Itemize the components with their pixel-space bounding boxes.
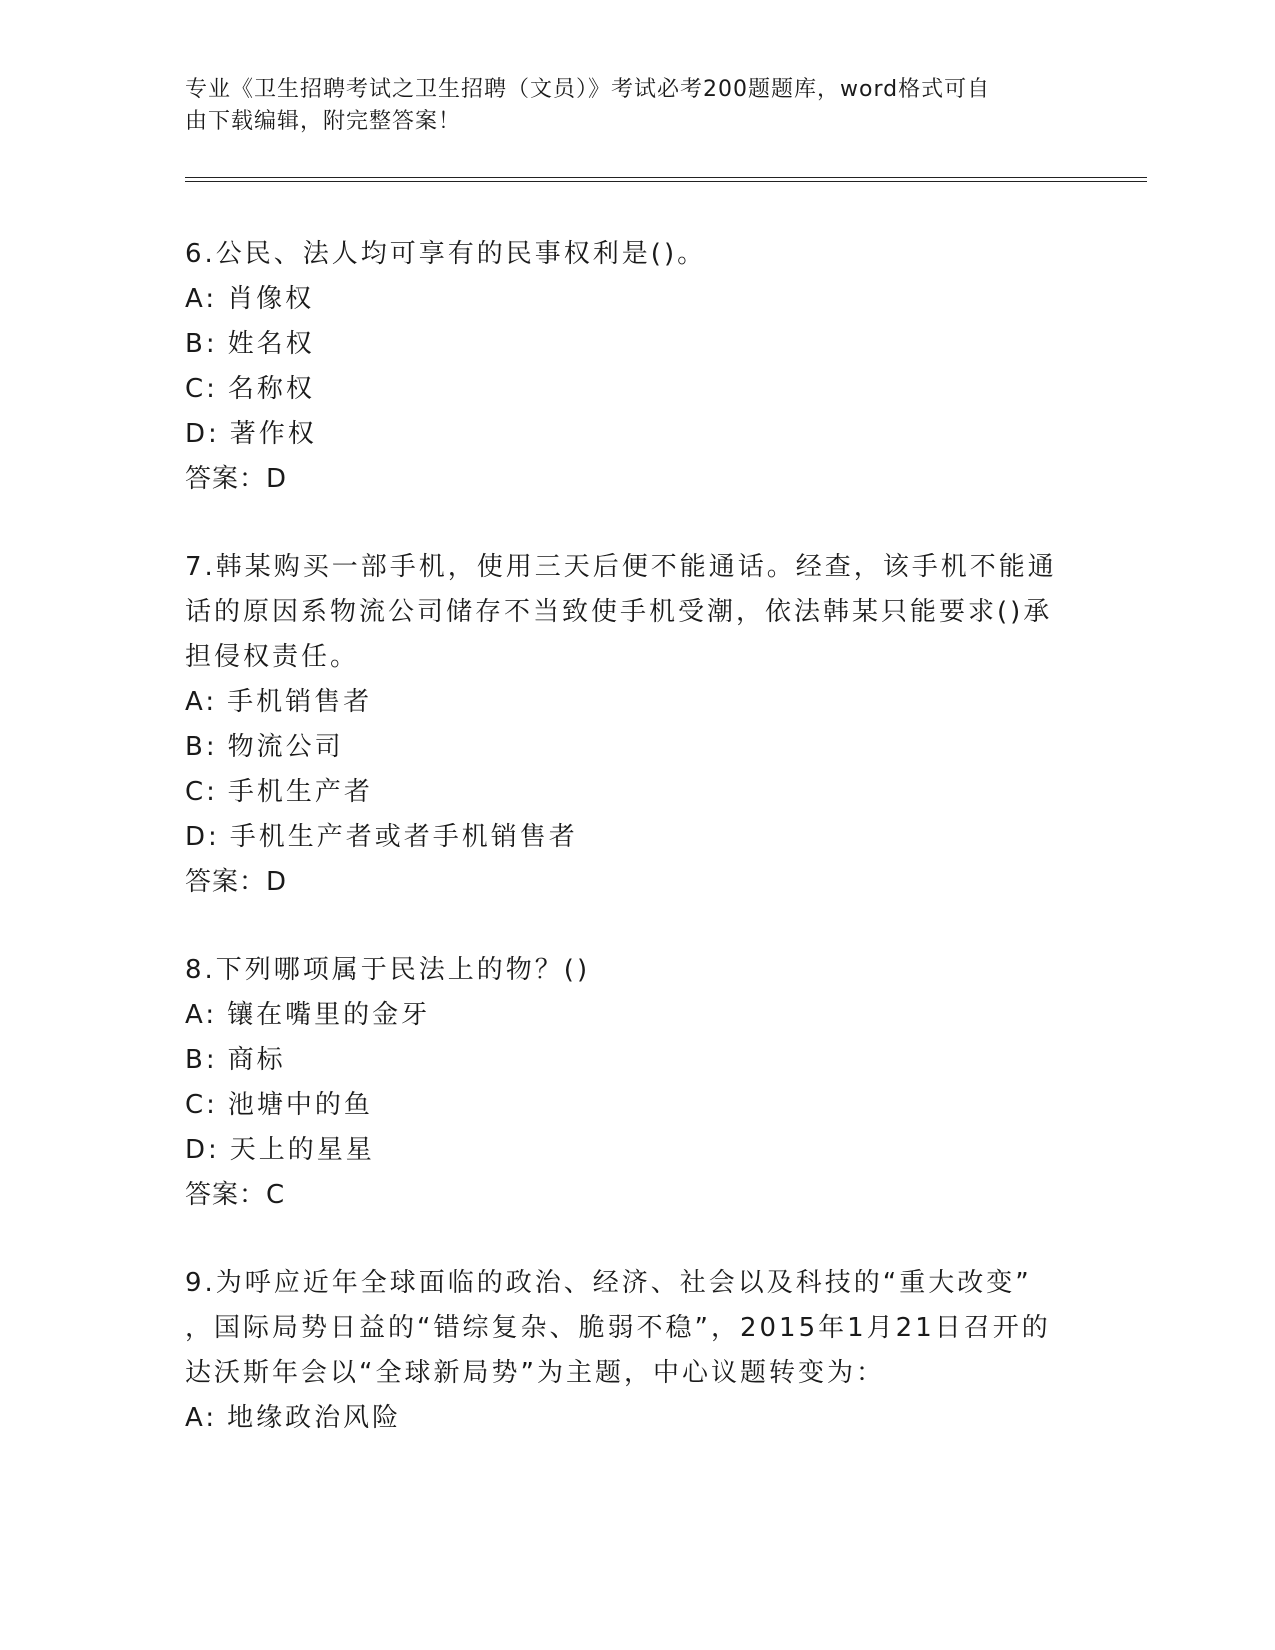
option-key: B: bbox=[185, 732, 218, 762]
question-8 bbox=[185, 948, 1085, 1218]
option-b bbox=[185, 322, 1085, 367]
question-text-line-2: ，国际局势日益的“错综复杂、脆弱不稳”，2015年1月21日召开的 bbox=[185, 1313, 1051, 1343]
option-key: C: bbox=[185, 777, 218, 807]
question-7 bbox=[185, 545, 1085, 905]
question-text-line-1: 7.韩某购买一部手机，使用三天后便不能通话。经查，该手机不能通 bbox=[185, 552, 1057, 582]
option-a bbox=[185, 277, 1085, 322]
option-b bbox=[185, 1038, 1085, 1083]
option-key: A: bbox=[185, 1000, 218, 1030]
option-c bbox=[185, 770, 1085, 815]
option-c bbox=[185, 367, 1085, 412]
question-text: 6.公民、法人均可享有的民事权利是()。 bbox=[185, 239, 707, 269]
option-key: D: bbox=[185, 822, 220, 852]
option-key: A: bbox=[185, 687, 218, 717]
question-9 bbox=[185, 1261, 1085, 1441]
option-key: A: bbox=[185, 284, 218, 314]
option-text: 名称权 bbox=[227, 374, 315, 404]
option-a bbox=[185, 1396, 1085, 1441]
header-divider-bottom bbox=[185, 181, 1147, 182]
option-text: 物流公司 bbox=[227, 732, 344, 762]
option-text: 手机生产者或者手机销售者 bbox=[229, 822, 578, 852]
option-key: A: bbox=[185, 1403, 218, 1433]
header-divider-top bbox=[185, 177, 1147, 178]
answer: 答案：D bbox=[185, 464, 288, 494]
option-d bbox=[185, 1128, 1085, 1173]
option-text: 著作权 bbox=[229, 419, 317, 449]
question-text: 8.下列哪项属于民法上的物？() bbox=[185, 955, 591, 985]
option-key: B: bbox=[185, 329, 218, 359]
header-line-2: 由下载编辑，附完整答案！ bbox=[185, 109, 462, 134]
question-text-line-2: 话的原因系物流公司储存不当致使手机受潮，依法韩某只能要求()承 bbox=[185, 597, 1053, 627]
option-key: C: bbox=[185, 374, 218, 404]
option-d bbox=[185, 815, 1085, 860]
option-key: D: bbox=[185, 419, 220, 449]
option-key: C: bbox=[185, 1090, 218, 1120]
option-b bbox=[185, 725, 1085, 770]
option-key: D: bbox=[185, 1135, 220, 1165]
question-list bbox=[185, 232, 1085, 1484]
question-text-line-3: 担侵权责任。 bbox=[185, 642, 360, 672]
option-text: 镶在嘴里的金牙 bbox=[227, 1000, 431, 1030]
option-text: 姓名权 bbox=[227, 329, 315, 359]
option-a bbox=[185, 993, 1085, 1038]
option-text: 天上的星星 bbox=[229, 1135, 375, 1165]
question-text-line-1: 9.为呼应近年全球面临的政治、经济、社会以及科技的“重大改变” bbox=[185, 1268, 1032, 1298]
option-text: 地缘政治风险 bbox=[227, 1403, 402, 1433]
question-6 bbox=[185, 232, 1085, 502]
answer: 答案：D bbox=[185, 867, 288, 897]
question-text-line-3: 达沃斯年会以“全球新局势”为主题，中心议题转变为： bbox=[185, 1358, 885, 1388]
option-text: 手机生产者 bbox=[227, 777, 373, 807]
option-text: 手机销售者 bbox=[227, 687, 373, 717]
header-line-1: 专业《卫生招聘考试之卫生招聘（文员）》考试必考200题题库，word格式可自 bbox=[185, 77, 991, 102]
option-c bbox=[185, 1083, 1085, 1128]
option-text: 商标 bbox=[227, 1045, 286, 1075]
option-a bbox=[185, 680, 1085, 725]
option-text: 池塘中的鱼 bbox=[227, 1090, 373, 1120]
option-key: B: bbox=[185, 1045, 218, 1075]
option-text: 肖像权 bbox=[227, 284, 315, 314]
option-d bbox=[185, 412, 1085, 457]
answer: 答案：C bbox=[185, 1180, 286, 1210]
document-header bbox=[185, 74, 1065, 138]
